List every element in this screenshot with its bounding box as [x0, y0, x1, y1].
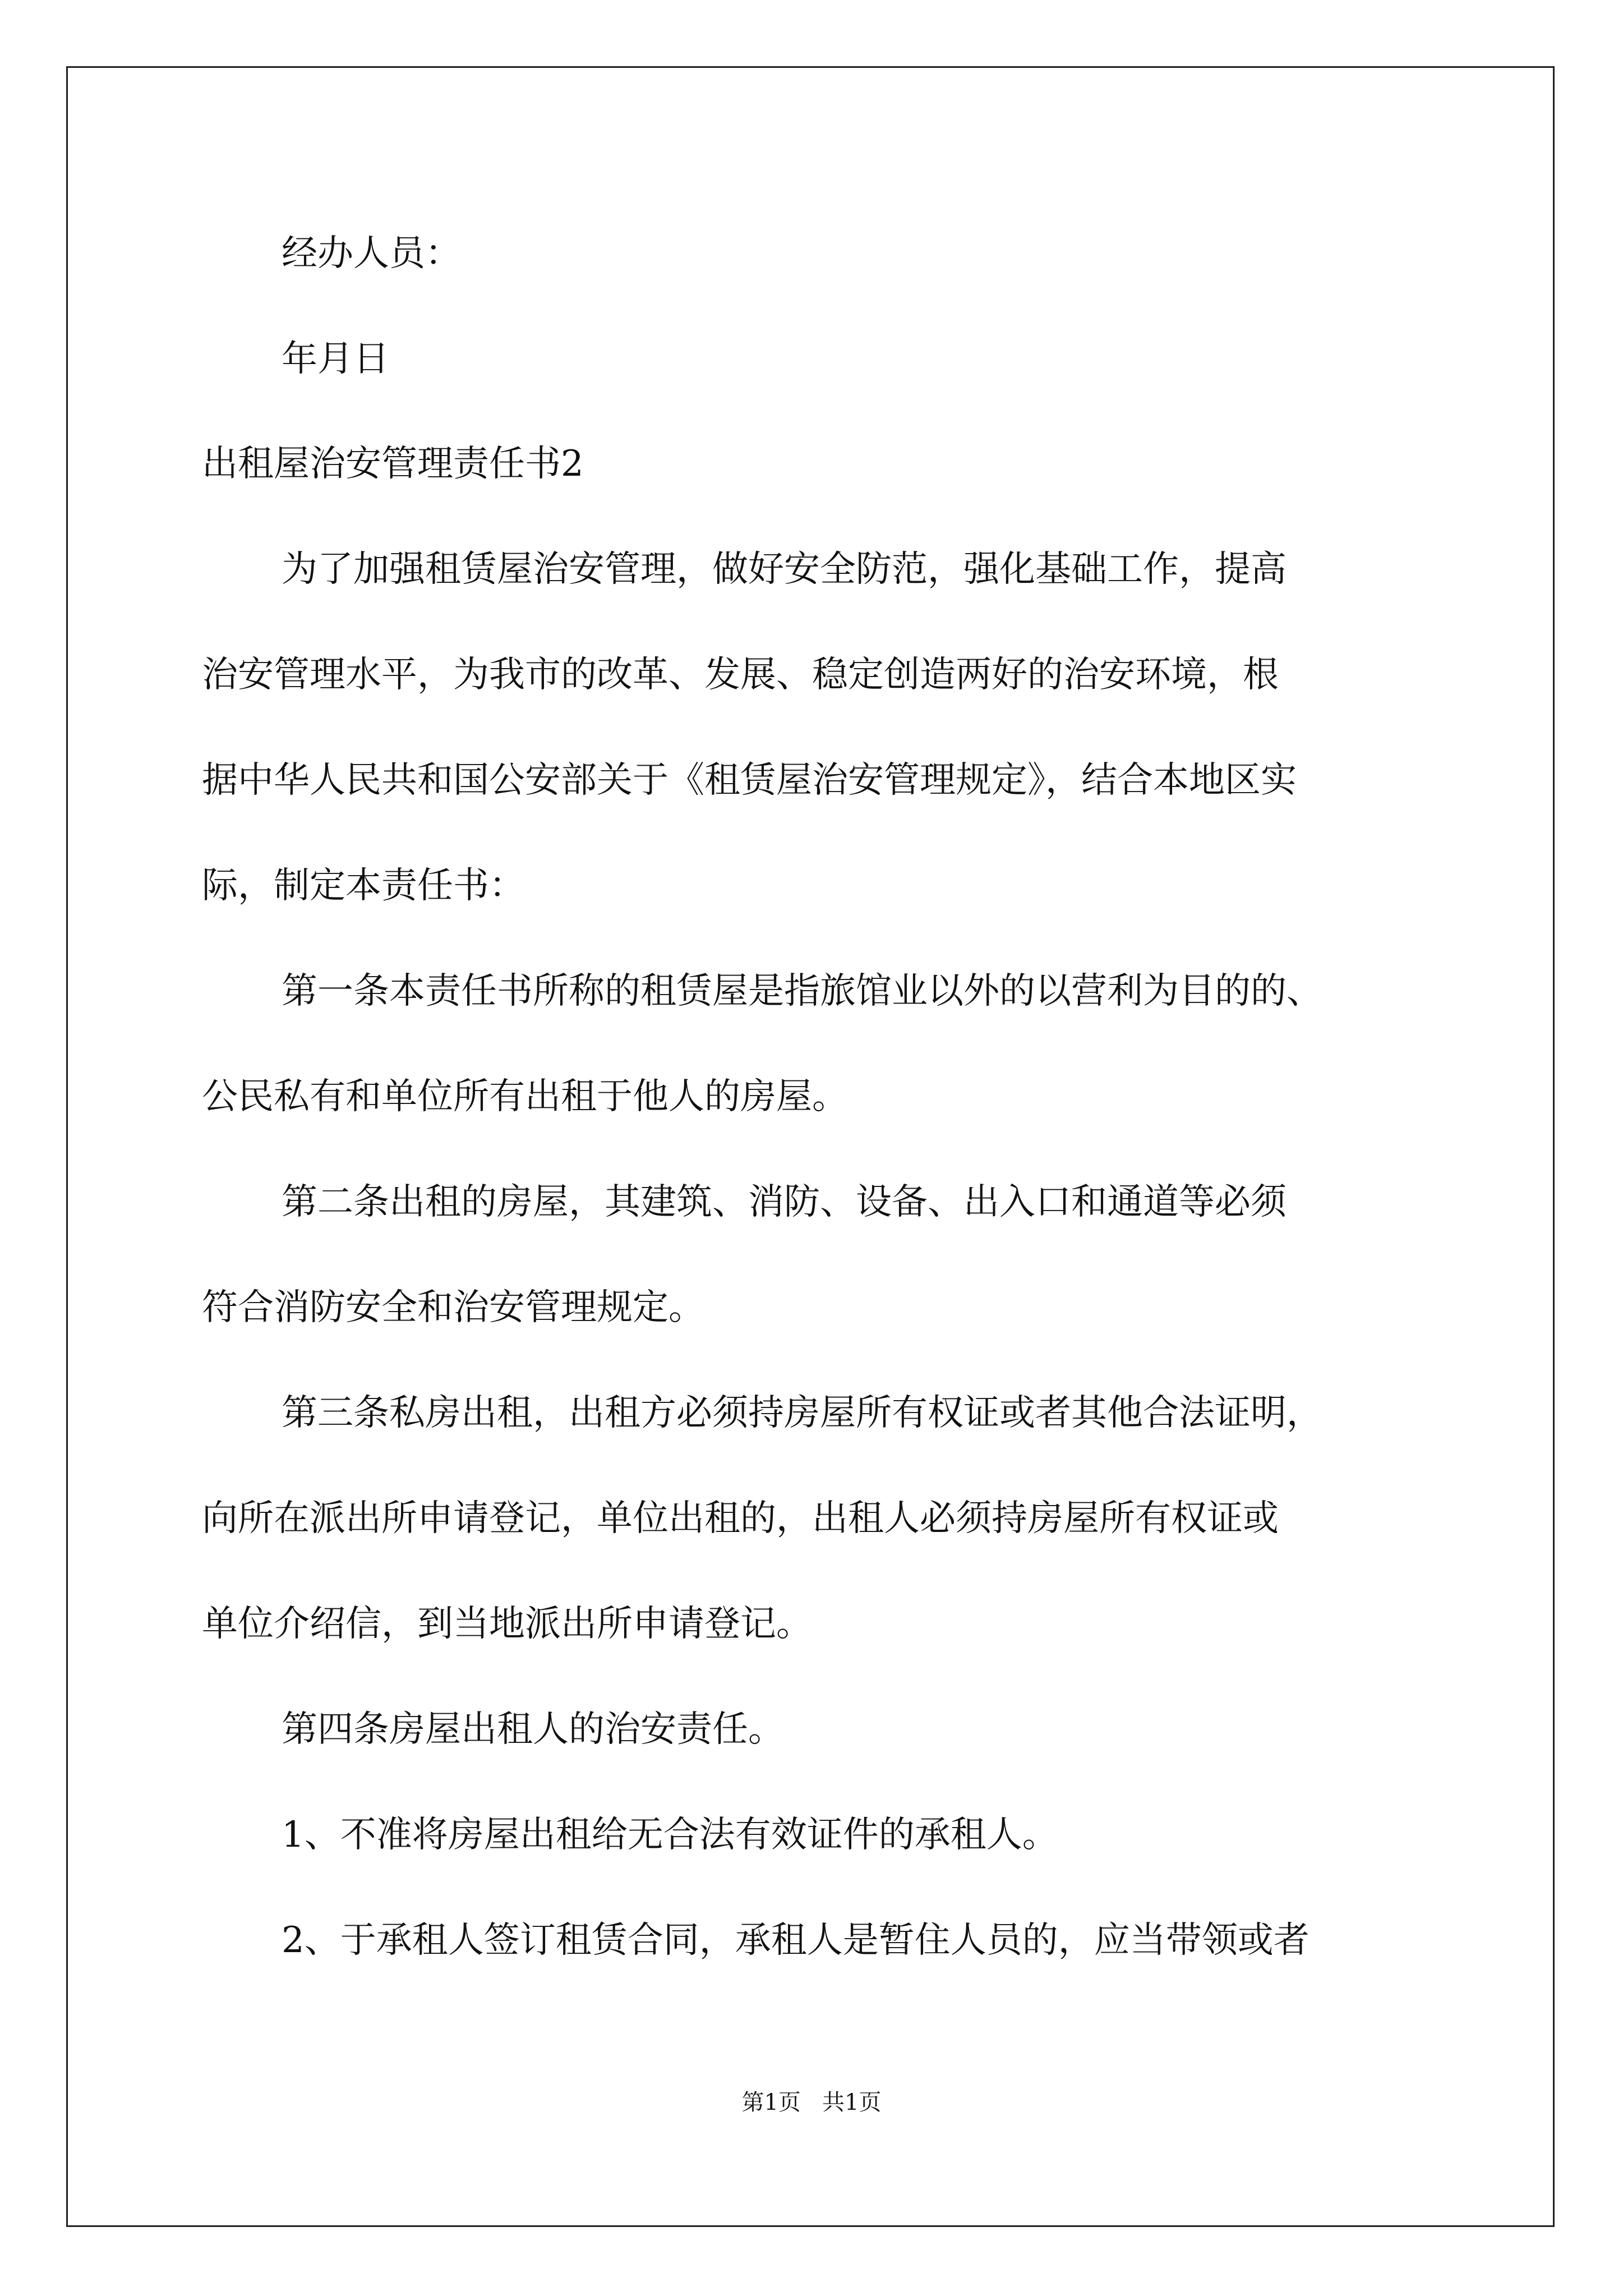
list-item: 2、于承租人签订租赁合同，承租人是暂住人员的，应当带领或者 — [282, 1920, 1310, 1961]
paragraph-line: 际，制定本责任书： — [202, 865, 525, 907]
paragraph-line: 向所在派出所申请登记，单位出租的，出租人必须持房屋所有权证或 — [202, 1498, 1279, 1539]
paragraph-line: 治安管理水平，为我市的改革、发展、稳定创造两好的治安环境，根 — [202, 654, 1279, 696]
handler-line: 经办人员： — [282, 233, 461, 274]
paragraph-line: 第四条房屋出租人的治安责任。 — [282, 1709, 784, 1750]
paragraph-line: 第三条私房出租，出租方必须持房屋所有权证或者其他合法证明， — [282, 1392, 1322, 1434]
section-title: 出租屋治安管理责任书2 — [202, 443, 584, 485]
paragraph-line: 为了加强租赁屋治安管理，做好安全防范，强化基础工作，提高 — [282, 549, 1287, 590]
paragraph-line: 单位介绍信，到当地派出所申请登记。 — [202, 1603, 812, 1645]
paragraph-line: 第一条本责任书所称的租赁屋是指旅馆业以外的以营利为目的的、 — [282, 970, 1322, 1012]
page-border — [66, 66, 1555, 2227]
paragraph-line: 公民私有和单位所有出租于他人的房屋。 — [202, 1076, 848, 1117]
paragraph-line: 据中华人民共和国公安部关于《租赁屋治安管理规定》，结合本地区实 — [202, 760, 1297, 801]
paragraph-line: 符合消防安全和治安管理规定。 — [202, 1287, 704, 1328]
list-item: 1、不准将房屋出租给无合法有效证件的承租人。 — [282, 1814, 1058, 1856]
page-number: 第1页 共1页 — [741, 2090, 882, 2115]
date-line: 年月日 — [282, 338, 389, 380]
paragraph-line: 第二条出租的房屋，其建筑、消防、设备、出入口和通道等必须 — [282, 1181, 1287, 1223]
